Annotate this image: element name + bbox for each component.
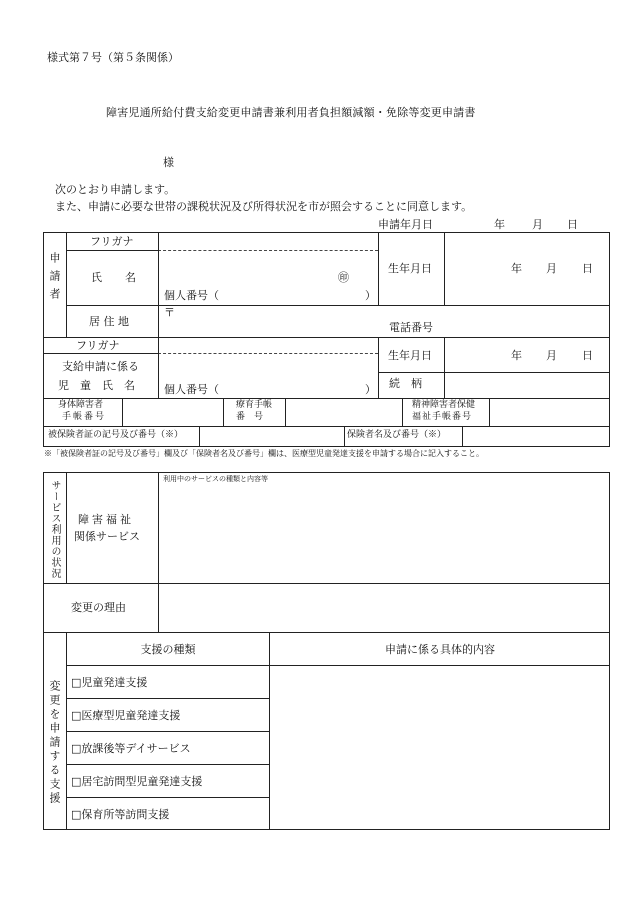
child-birthdate-label: 生年月日 — [388, 349, 432, 362]
seal-mark: ㊞ — [338, 271, 349, 284]
applicant-section-label: 申請者 — [48, 252, 61, 306]
child-name-label-line2: 児 童 氏 名 — [58, 379, 135, 392]
postal-mark: 〒 — [164, 306, 175, 319]
applicant-birth-day: 日 — [582, 262, 593, 275]
addressee-suffix: 様 — [163, 156, 174, 169]
intro-line-2: また、申請に必要な世帯の課税状況及び所得状況を市が照会することに同意します。 — [55, 200, 473, 213]
phone-label: 電話番号 — [389, 321, 433, 334]
option-nursery-visit-support[interactable]: □保育所等訪問支援 — [71, 808, 170, 821]
page-title: 障害児通所給付費支給変更申請書兼利用者負担額減額・免除等変更申請書 — [106, 106, 476, 119]
insurance-cert-label: 被保険者証の記号及び番号（※） — [48, 430, 184, 440]
insurer-label: 保険者名及び番号（※） — [347, 430, 447, 440]
child-birth-month: 月 — [546, 349, 557, 362]
applicant-individual-number-label: 個人番号（ — [164, 289, 219, 302]
rehab-handbook-label-line1: 療育手帳 — [236, 400, 273, 410]
application-date-year: 年 — [494, 218, 505, 231]
form-number: 様式第７号（第５条関係） — [47, 51, 179, 64]
mental-handbook-label-line2: 福祉手帳番号 — [412, 412, 473, 422]
physical-handbook-label-line1: 身体障害者 — [58, 400, 104, 410]
application-date-label: 申請年月日 — [378, 218, 433, 231]
child-name-label-line1: 支給申請に係る — [62, 360, 139, 373]
support-change-section-label: 変更を申請する支援 — [48, 680, 61, 806]
applicant-birth-year: 年 — [511, 262, 522, 275]
intro-line-1: 次のとおり申請します。 — [55, 183, 176, 196]
support-type-header: 支援の種類 — [140, 643, 196, 656]
change-reason-label: 変更の理由 — [71, 601, 126, 614]
child-birth-day: 日 — [582, 349, 593, 362]
physical-handbook-label-line2: 手帳番号 — [62, 412, 107, 422]
application-date-month: 月 — [532, 218, 543, 231]
applicant-furigana-label: フリガナ — [90, 235, 134, 248]
service-content-caption: 利用中のサービスの種類と内容等 — [163, 475, 268, 483]
option-home-visit-child-development-support[interactable]: □居宅訪問型児童発達支援 — [71, 775, 203, 788]
mental-handbook-label-line1: 精神障害者保健 — [412, 400, 476, 410]
child-individual-number-close: ） — [365, 383, 376, 396]
address-label: 居 住 地 — [89, 315, 129, 328]
service-category-line1: 障害福祉 — [78, 513, 134, 526]
option-child-development-support[interactable]: □児童発達支援 — [71, 676, 148, 689]
child-individual-number-label: 個人番号（ — [164, 383, 219, 396]
service-category-line2: 関係サービス — [74, 530, 140, 543]
child-furigana-label: フリガナ — [76, 339, 120, 352]
option-medical-child-development-support[interactable]: □医療型児童発達支援 — [71, 709, 181, 722]
insurance-note: ※「被保険者証の記号及び番号」欄及び「保険者名及び番号」欄は、医療型児童発達支援を申請する場合に記入すること。 — [44, 449, 484, 458]
relationship-label: 続 柄 — [389, 377, 422, 390]
child-birth-year: 年 — [511, 349, 522, 362]
applicant-individual-number-close: ） — [365, 289, 376, 302]
application-date-day: 日 — [567, 218, 578, 231]
applicant-name-label: 氏 名 — [91, 271, 142, 284]
option-after-school-day-service[interactable]: □放課後等デイサービス — [71, 742, 191, 755]
applicant-birth-month: 月 — [546, 262, 557, 275]
service-usage-section-label: サービス利用の状況 — [49, 480, 60, 579]
applicant-birthdate-label: 生年月日 — [388, 262, 432, 275]
support-detail-header: 申請に係る具体的内容 — [385, 643, 495, 656]
rehab-handbook-label-line2: 番 号 — [236, 412, 264, 422]
